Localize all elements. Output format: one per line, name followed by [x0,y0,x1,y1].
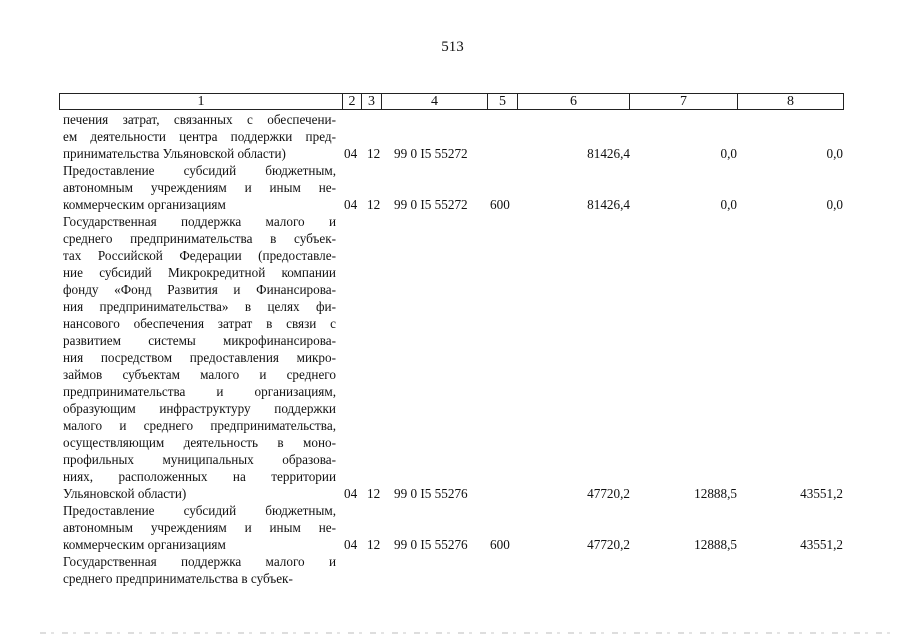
row-description-line: коммерческим организациям [63,197,226,212]
row-description-line: Предоставление субсидий бюджетным, [63,503,336,518]
row-subsection-code: 12 [367,486,381,501]
row-amount-col7: 12888,5 [694,537,737,552]
row-description-line: тах Российской Федерации (предоставле- [63,248,336,263]
row-description-line: предпринимательства и организациям, [63,384,336,399]
row-subsection-code: 12 [367,537,381,552]
row-amount-col7: 12888,5 [694,486,737,501]
row-description-line: ния предпринимательства» в целях фи- [63,299,336,314]
header-col-1: 1 [60,94,343,109]
row-description-line: образующим инфраструктуру поддержки [63,401,336,416]
row-description-line: ем деятельности центра поддержки пред- [63,129,336,144]
row-section-code: 04 [344,486,358,501]
row-target-article: 99 0 I5 55272 [394,146,468,161]
row-description-line: развитием системы микрофинансирова- [63,333,336,348]
header-col-2: 2 [343,94,362,109]
row-description-line: среднего предпринимательства в субъек- [63,571,293,586]
row-amount-col8: 0,0 [826,146,843,161]
row-target-article: 99 0 I5 55276 [394,486,468,501]
header-col-5: 5 [488,94,518,109]
row-description-line: среднего предпринимательства в субъек- [63,231,336,246]
row-target-article: 99 0 I5 55272 [394,197,468,212]
row-description-line: коммерческим организациям [63,537,226,552]
header-col-8: 8 [787,94,794,109]
row-description-line: Предоставление субсидий бюджетным, [63,163,336,178]
row-amount-col7: 0,0 [720,197,737,212]
row-description-line: фонду «Фонд Развития и Финансирова- [63,282,336,297]
row-description-line: автономным учреждениям и иным не- [63,520,336,535]
row-amount-col6: 47720,2 [587,537,630,552]
header-col-6: 6 [518,94,630,109]
row-description-line: осуществляющим деятельность в моно- [63,435,336,450]
header-col-4: 4 [382,94,488,109]
row-section-code: 04 [344,197,358,212]
row-description-line: Ульяновской области) [63,486,187,501]
row-description-line: печения затрат, связанных с обеспечени- [63,112,336,127]
row-description-line: займов субъектам малого и среднего [63,367,336,382]
row-expense-type: 600 [490,537,510,552]
row-section-code: 04 [344,537,358,552]
row-subsection-code: 12 [367,146,381,161]
row-amount-col8: 0,0 [826,197,843,212]
row-amount-col7: 0,0 [720,146,737,161]
row-description-line: нансового обеспечения затрат в связи с [63,316,336,331]
row-amount-col6: 81426,4 [587,146,630,161]
row-subsection-code: 12 [367,197,381,212]
header-col-7: 7 [630,94,738,109]
row-description-line: ние субсидий Микрокредитной компании [63,265,336,280]
row-description-line: Государственная поддержка малого и [63,214,336,229]
row-section-code: 04 [344,146,358,161]
row-description-line: профильных муниципальных образова- [63,452,336,467]
table-header [59,93,844,110]
row-amount-col6: 47720,2 [587,486,630,501]
row-description-line: автономным учреждениям и иным не- [63,180,336,195]
page-number: 513 [441,39,464,55]
row-description-line: ниях, расположенных на территории [63,469,336,484]
row-description-line: малого и среднего предпринимательства, [63,418,336,433]
row-expense-type: 600 [490,197,510,212]
row-description-line: принимательства Ульяновской области) [63,146,286,161]
row-description-line: Государственная поддержка малого и [63,554,336,569]
row-amount-col8: 43551,2 [800,537,843,552]
row-description-line: ния посредством предоставления микро- [63,350,336,365]
header-col-3: 3 [362,94,382,109]
row-amount-col8: 43551,2 [800,486,843,501]
scan-edge-artifact [40,632,890,634]
row-target-article: 99 0 I5 55276 [394,537,468,552]
row-amount-col6: 81426,4 [587,197,630,212]
